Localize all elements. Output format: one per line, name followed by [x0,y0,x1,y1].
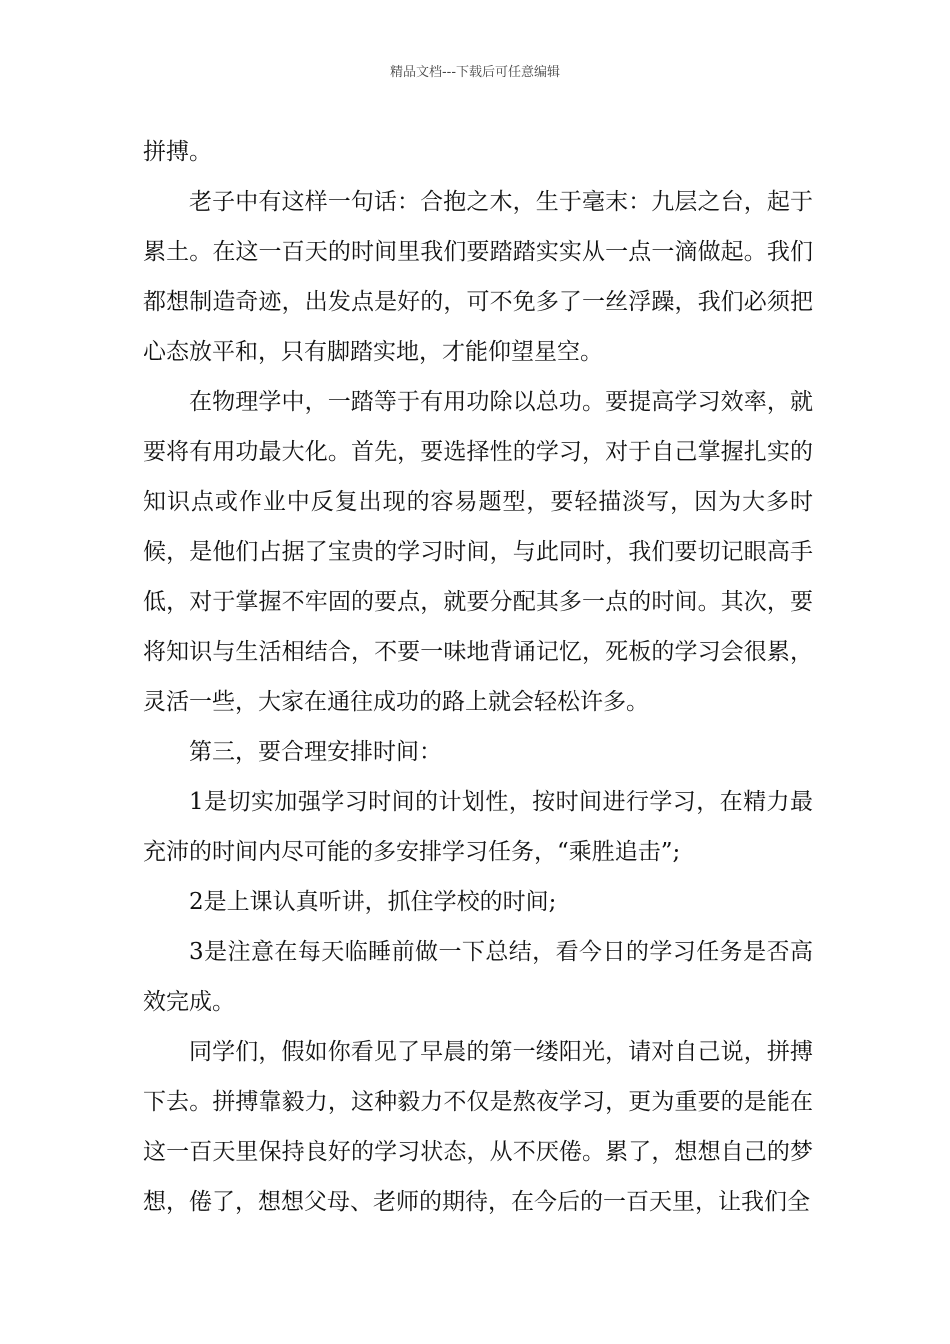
paragraph-physics-efficiency: 在物理学中，一踏等于有用功除以总功。要提高学习效率，就要将有用功最大化。首先，要选择性的学习，对于自己掌握扎实的知识点或作业中反复出现的容易题型，要轻描淡写，因为大多时候，是他们占据了宝贵的学习时间，与此同时，我们要切记眼高手低，对于掌握不牢固的要点，就要分配其多一点的时间。其次，要将知识与生活相结合，不要一味地背诵记忆，死板的学习会很累，灵活一些，大家在通往成功的路上就会轻松许多。 [143,389,813,715]
paragraph-continuation: 拼搏。 [143,139,212,165]
paragraph-item-2: 2是上课认真听讲，抓住学校的时间; [189,889,557,915]
paragraph-item-1: 1是切实加强学习时间的计划性，按时间进行学习，在精力最充沛的时间内尽可能的多安排学习任务，“乘胜追击”; [143,789,813,865]
page-header: 精品文档---下载后可任意编辑 [389,65,561,80]
paragraph-laozi-quote: 老子中有这样一句话：合抱之木，生于毫末：九层之台，起于累土。在这一百天的时间里我们要踏踏实实从一点一滴做起。我们都想制造奇迹，出发点是好的，可不免多了一丝浮躁，我们必须把心态放平和，只有脚踏实地，才能仰望星空。 [143,189,813,365]
paragraph-closing: 同学们，假如你看见了早晨的第一缕阳光，请对自己说，拼搏下去。拼搏靠毅力，这种毅力不仅是熬夜学习，更为重要的是能在这一百天里保持良好的学习状态，从不厌倦。累了，想想自己的梦想，倦了，想想父母、老师的期待，在今后的一百天里，让我们全 [143,1039,813,1215]
document-body [143,127,813,1227]
paragraph-third-point: 第三，要合理安排时间： [189,739,442,765]
paragraph-item-3: 3是注意在每天临睡前做一下总结，看今日的学习任务是否高效完成。 [143,939,813,1015]
